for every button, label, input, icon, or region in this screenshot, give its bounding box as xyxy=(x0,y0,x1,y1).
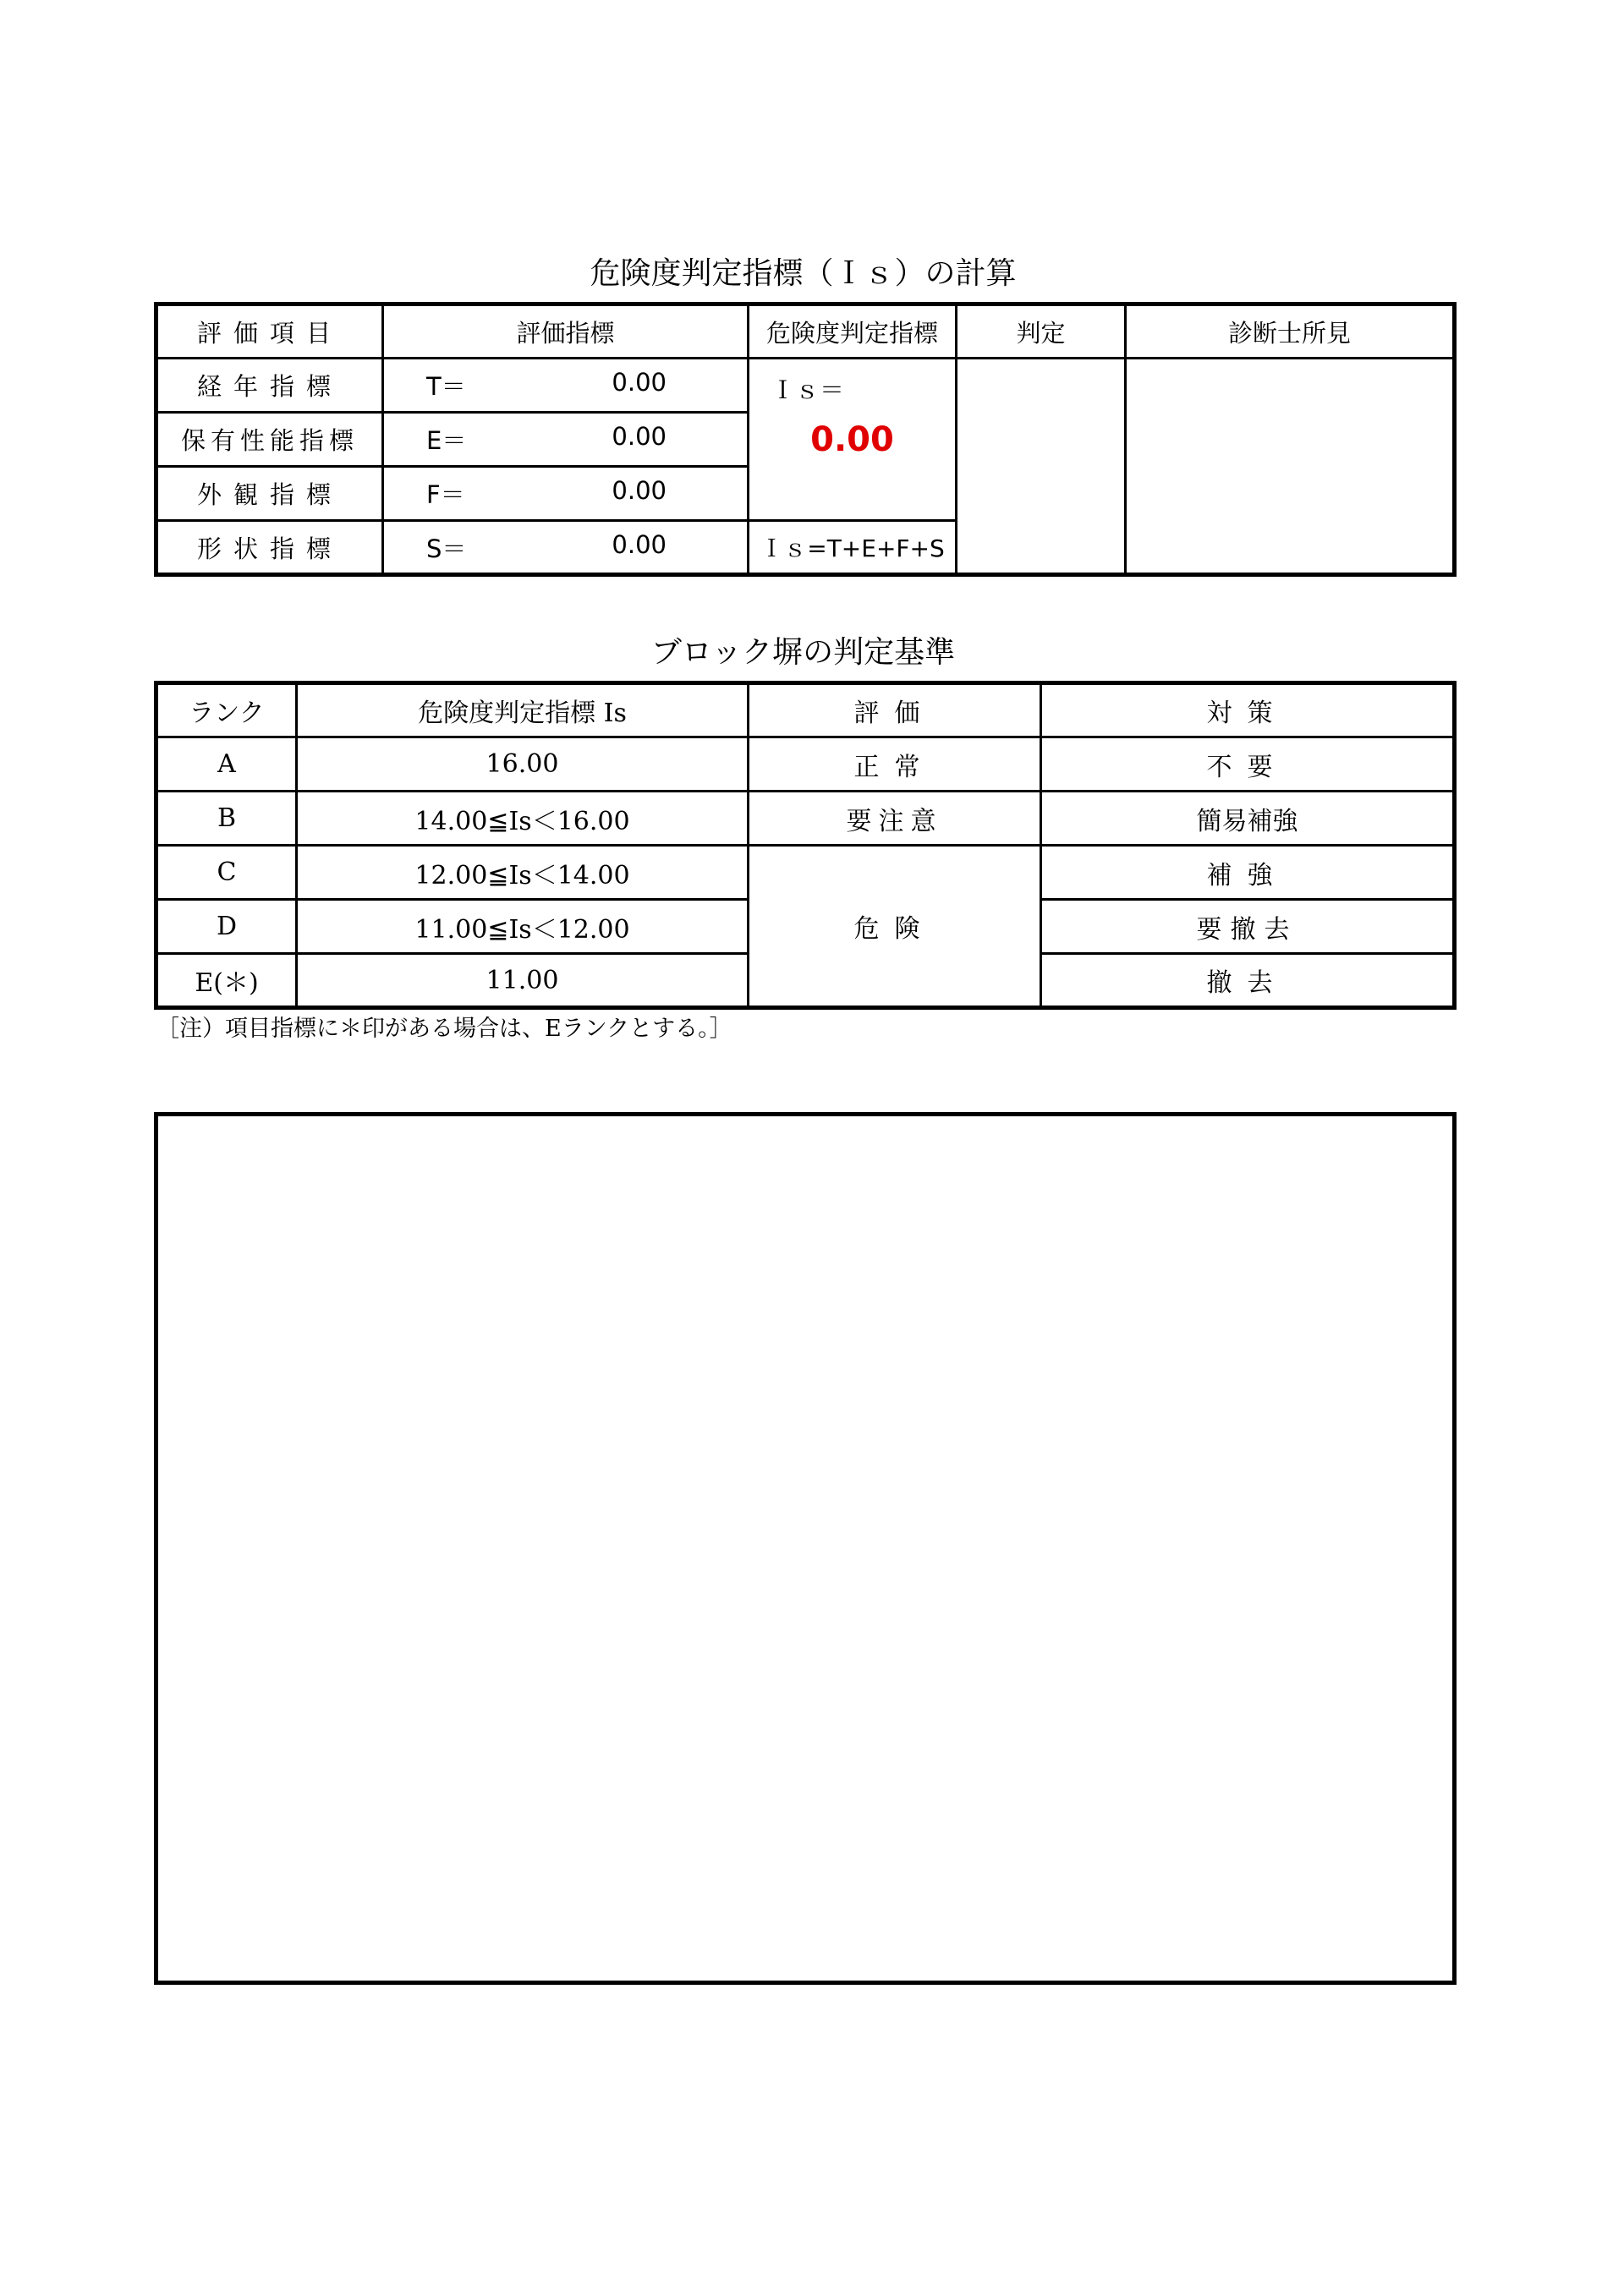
criteria-table xyxy=(154,681,1457,1010)
calc-section-title: 危険度判定指標（Ｉｓ）の計算 xyxy=(590,256,1017,291)
photo-box xyxy=(154,1112,1457,1985)
measure-cell: 簡易補強 xyxy=(1041,792,1455,846)
is-value: 0.00 xyxy=(749,413,957,467)
value-t: 0.00 xyxy=(612,368,667,397)
range-cell: 11.00 xyxy=(297,954,749,1008)
row-label: 保有性能指標 xyxy=(156,413,383,467)
value-e: 0.00 xyxy=(612,422,667,451)
row-index-cell xyxy=(383,467,749,521)
range-cell: 16.00 xyxy=(297,737,749,792)
criteria-header-row xyxy=(156,683,1455,737)
measure-cell: 不要 xyxy=(1041,737,1455,792)
measure-cell: 要撤去 xyxy=(1041,900,1455,954)
rank-cell: B xyxy=(156,792,297,846)
row-index-cell xyxy=(383,521,749,575)
value-s: 0.00 xyxy=(612,529,667,559)
header-danger-index: 危険度判定指標 xyxy=(749,304,957,359)
range-cell: 14.00≦Is＜16.00 xyxy=(297,792,749,846)
row-label: 経年指標 xyxy=(156,359,383,413)
header-judgment: 判定 xyxy=(957,304,1126,359)
rank-cell: A xyxy=(156,737,297,792)
criteria-row-c xyxy=(156,846,1455,900)
is-blank-cell xyxy=(749,467,957,521)
criteria-section-title: ブロック塀の判定基準 xyxy=(650,635,956,670)
is-formula: Ｉｓ=T+E+F+S xyxy=(749,521,957,575)
rank-cell: D xyxy=(156,900,297,954)
symbol-s: S＝ xyxy=(426,534,467,563)
header-is: 危険度判定指標 Is xyxy=(297,683,749,737)
calc-row-aging xyxy=(156,359,1455,413)
measure-cell: 撤去 xyxy=(1041,954,1455,1008)
header-item: 評価項目 xyxy=(156,304,383,359)
header-rank: ランク xyxy=(156,683,297,737)
row-index-cell xyxy=(383,359,749,413)
findings-cell xyxy=(1126,359,1455,575)
header-findings: 診断士所見 xyxy=(1126,304,1455,359)
symbol-f: F＝ xyxy=(426,480,465,509)
range-cell: 11.00≦Is＜12.00 xyxy=(297,900,749,954)
symbol-e: E＝ xyxy=(426,426,467,455)
is-calculation-table xyxy=(154,302,1457,577)
rank-cell: E(＊) xyxy=(156,954,297,1008)
judgment-cell xyxy=(957,359,1126,575)
measure-cell: 補強 xyxy=(1041,846,1455,900)
criteria-row-b xyxy=(156,792,1455,846)
header-evaluation: 評価 xyxy=(749,683,1041,737)
row-label: 形状指標 xyxy=(156,521,383,575)
symbol-t: T＝ xyxy=(426,372,466,401)
row-index-cell xyxy=(383,413,749,467)
is-label-cell: Ｉｓ＝ xyxy=(749,359,957,413)
evaluation-cell: 要注意 xyxy=(749,792,1041,846)
range-cell: 12.00≦Is＜14.00 xyxy=(297,846,749,900)
calc-header-row xyxy=(156,304,1455,359)
evaluation-cell-danger: 危険 xyxy=(749,846,1041,1008)
rank-cell: C xyxy=(156,846,297,900)
criteria-note: ［注）項目指標に＊印がある場合は、Eランクとする。］ xyxy=(156,1016,732,1042)
criteria-row-a xyxy=(156,737,1455,792)
row-label: 外観指標 xyxy=(156,467,383,521)
evaluation-cell: 正常 xyxy=(749,737,1041,792)
value-f: 0.00 xyxy=(612,476,667,505)
header-index: 評価指標 xyxy=(383,304,749,359)
header-measure: 対策 xyxy=(1041,683,1455,737)
